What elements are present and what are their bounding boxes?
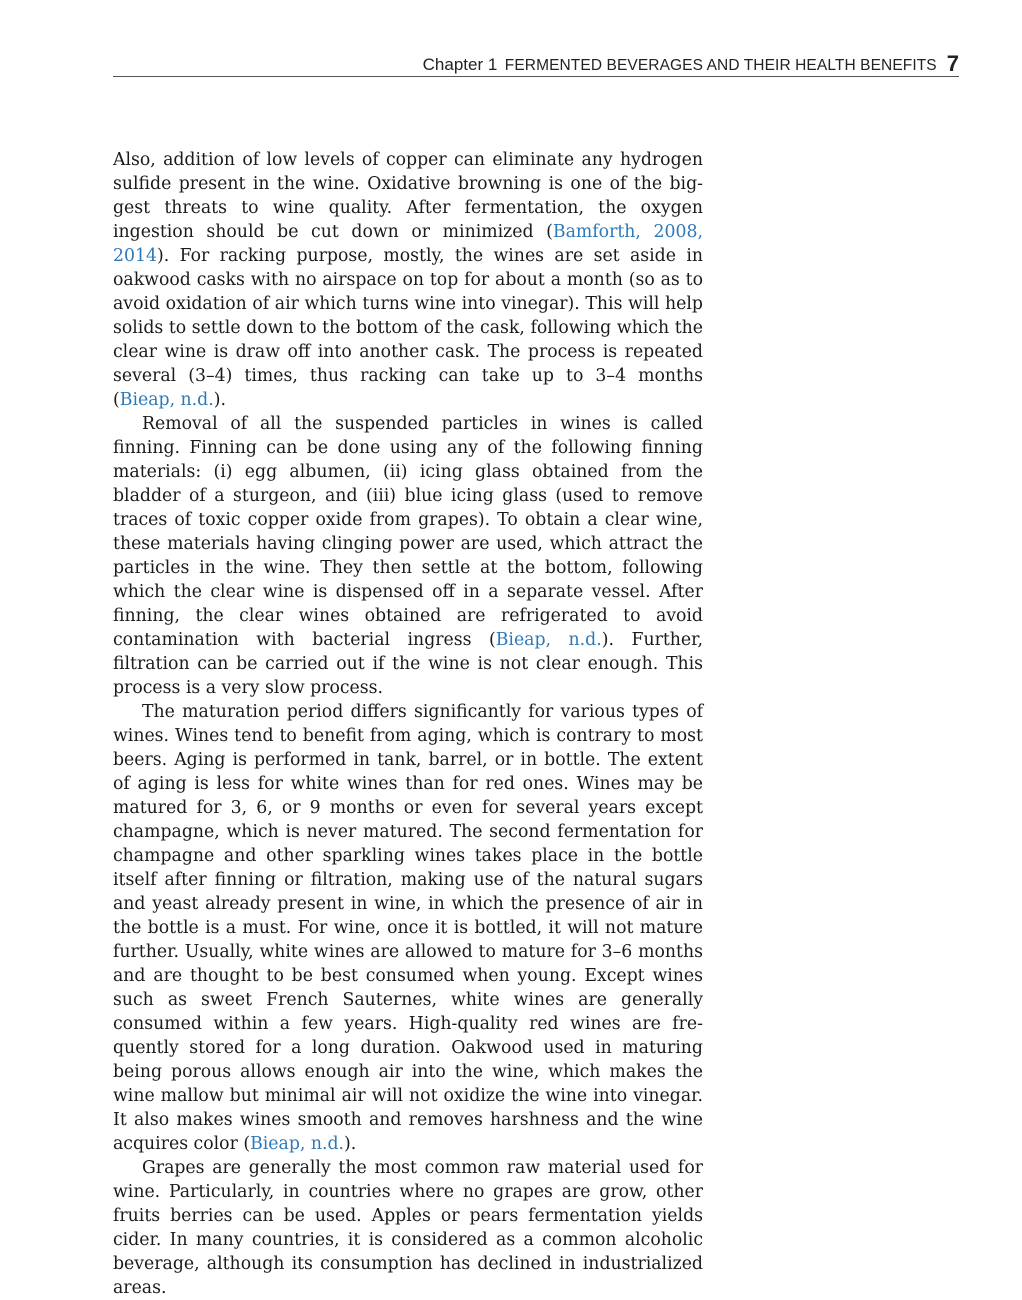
paragraph-4-text-a: Grapes are generally the most common raw material used for wine. Particularly, in countries where no grapes are grow, other fruits berries can be used. Apples or pears fermentation yields cider. In many countries, it is considered as a common alcoholic beverage, although its consumption has declined in industrialized areas. — [113, 1158, 703, 1298]
paragraph-1-text-b: ). For racking purpose, mostly, the wines are set aside in oakwood casks with no airspace on top for about a month (so as to avoid oxidation of air which turns wine into vinegar). This will help solids to settle down to the bottom of the cask, following which the clear wine is draw off into another cask. The process is repeated several (3–4) times, thus racking can take up to 3–4 months ( — [113, 246, 703, 410]
running-head-text — [423, 50, 959, 76]
paragraph-3-text-a: The maturation period differs significantly for various types of wines. Wines tend to benefit from aging, which is contrary to most beers. Aging is performed in tank, barrel, or in bottle. The extent of aging is less for white wines than for red ones. Wines may be matured for 3, 6, or 9 months or even for several years except champagne, which is never matured. The second fermentation for champagne and other sparkling wines takes place in the bottle itself after finning or filtration, making use of the natural sugars and yeast already present in wine, in which the presence of air in the bottle is a must. For wine, once it is bottled, it will not mature further. Usually, white wines are allowed to mature for 3–6 months and are thought to be best consumed when young. Except wines such as sweet French Sauternes, white wines are generally consumed within a few years. High-quality red wines are frequently stored for a long duration. Oakwood used in maturing being porous allows enough air into the wine, which makes the wine mallow but minimal air will not oxidize the wine into vinegar. It also makes wines smooth and removes harshness and the wine acquires color ( — [113, 702, 703, 1154]
paragraph-3 — [113, 700, 703, 1156]
paragraph-2 — [113, 412, 703, 700]
paragraph-1-text-a: Also, addition of low levels of copper can eliminate any hydrogen sulfide present in the wine. Oxidative browning is one of the biggest threats to wine quality. After fermentation, the oxygen ingestion should be cut down or minimized ( — [113, 150, 703, 242]
citation-link[interactable]: Bieap, n.d. — [250, 1134, 345, 1154]
page-number: 7 — [946, 51, 959, 76]
paragraph-1-text-c: ). — [213, 390, 226, 410]
paragraph-3-text-b: ). — [344, 1134, 357, 1154]
paragraph-4 — [113, 1156, 703, 1300]
citation-link[interactable]: Bieap, n.d. — [119, 390, 214, 410]
paragraph-2-text-b: ). Further, filtration can be carried out if the wine is not clear enough. This process is a very slow process. — [113, 630, 703, 698]
body-text — [113, 148, 703, 1300]
paragraph-2-text-a: Removal of all the suspended particles in wines is called finning. Finning can be done using any of the following finning materials: (i) egg albumen, (ii) icing glass obtained from the bladder of a sturgeon, and (iii) blue icing glass (used to remove traces of toxic copper oxide from grapes). To obtain a clear wine, these materials having clinging power are used, which attract the particles in the wine. They then settle at the bottom, following which the clear wine is dispensed off in a separate vessel. After finning, the clear wines obtained are refrigerated to avoid contamination with bacterial ingress ( — [113, 414, 703, 650]
citation-link[interactable]: Bieap, n.d. — [495, 630, 602, 650]
paragraph-1 — [113, 148, 703, 412]
citation-link[interactable]: Bamforth, 2008, 2014 — [113, 222, 703, 266]
running-head — [113, 50, 959, 77]
chapter-label: Chapter 1 — [422, 55, 498, 74]
chapter-title: FERMENTED BEVERAGES AND THEIR HEALTH BENEFITS — [504, 57, 937, 74]
